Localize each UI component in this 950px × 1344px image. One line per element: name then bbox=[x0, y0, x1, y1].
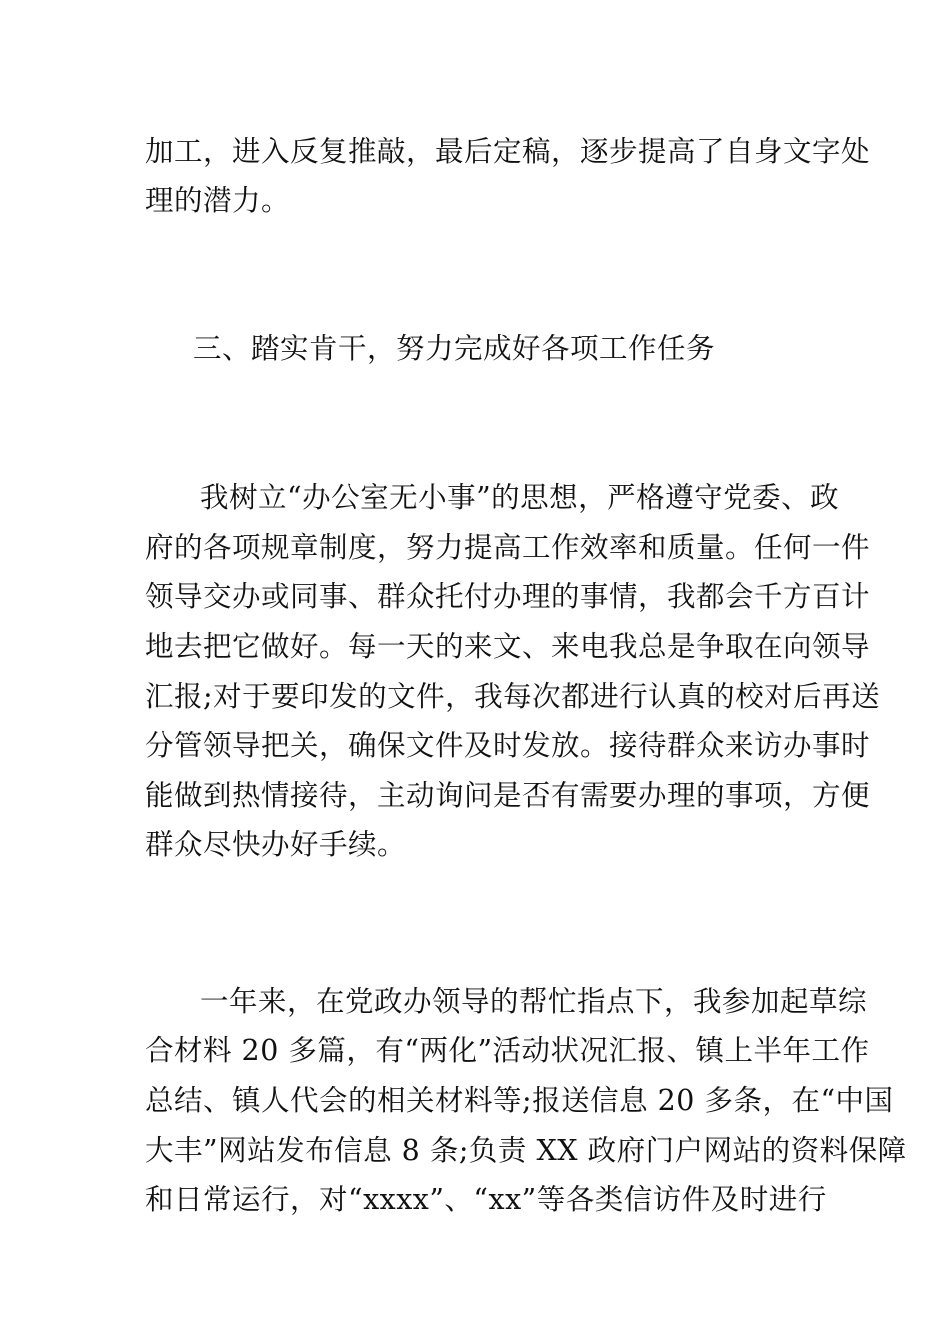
paragraph-2-line-4: 地去把它做好。每一天的来文、来电我总是争取在向领导 bbox=[145, 630, 871, 663]
paragraph-2-line-2: 府的各项规章制度，努力提高工作效率和质量。任何一件 bbox=[145, 531, 871, 564]
paragraph-3-line-2: 合材料 20 多篇，有“两化”活动状况汇报、镇上半年工作 bbox=[145, 1034, 870, 1067]
paragraph-1-line-2: 理的潜力。 bbox=[145, 184, 291, 217]
paragraph-2-line-8: 群众尽快办好手续。 bbox=[145, 828, 407, 861]
section-heading: 三、踏实肯干，努力完成好各项工作任务 bbox=[193, 332, 716, 365]
paragraph-1-line-1: 加工，进入反复推敲，最后定稿，逐步提高了自身文字处 bbox=[145, 135, 871, 168]
paragraph-2-line-5: 汇报;对于要印发的文件，我每次都进行认真的校对后再送 bbox=[145, 680, 881, 713]
paragraph-2-line-1: 我树立“办公室无小事”的思想，严格遵守党委、政 bbox=[200, 481, 840, 514]
paragraph-3-line-5: 和日常运行，对“xxxx”、“xx”等各类信访件及时进行 bbox=[145, 1183, 827, 1216]
paragraph-2-line-3: 领导交办或同事、群众托付办理的事情，我都会千方百计 bbox=[145, 580, 871, 613]
paragraph-2-line-7: 能做到热情接待，主动询问是否有需要办理的事项，方便 bbox=[145, 779, 871, 812]
paragraph-3-line-3: 总结、镇人代会的相关材料等;报送信息 20 多条，在“中国 bbox=[145, 1084, 894, 1117]
paragraph-3-line-4: 大丰”网站发布信息 8 条;负责 XX 政府门户网站的资料保障 bbox=[145, 1134, 907, 1167]
paragraph-3-line-1: 一年来，在党政办领导的帮忙指点下，我参加起草综 bbox=[200, 985, 868, 1018]
paragraph-2-line-6: 分管领导把关，确保文件及时发放。接待群众来访办事时 bbox=[145, 729, 871, 762]
